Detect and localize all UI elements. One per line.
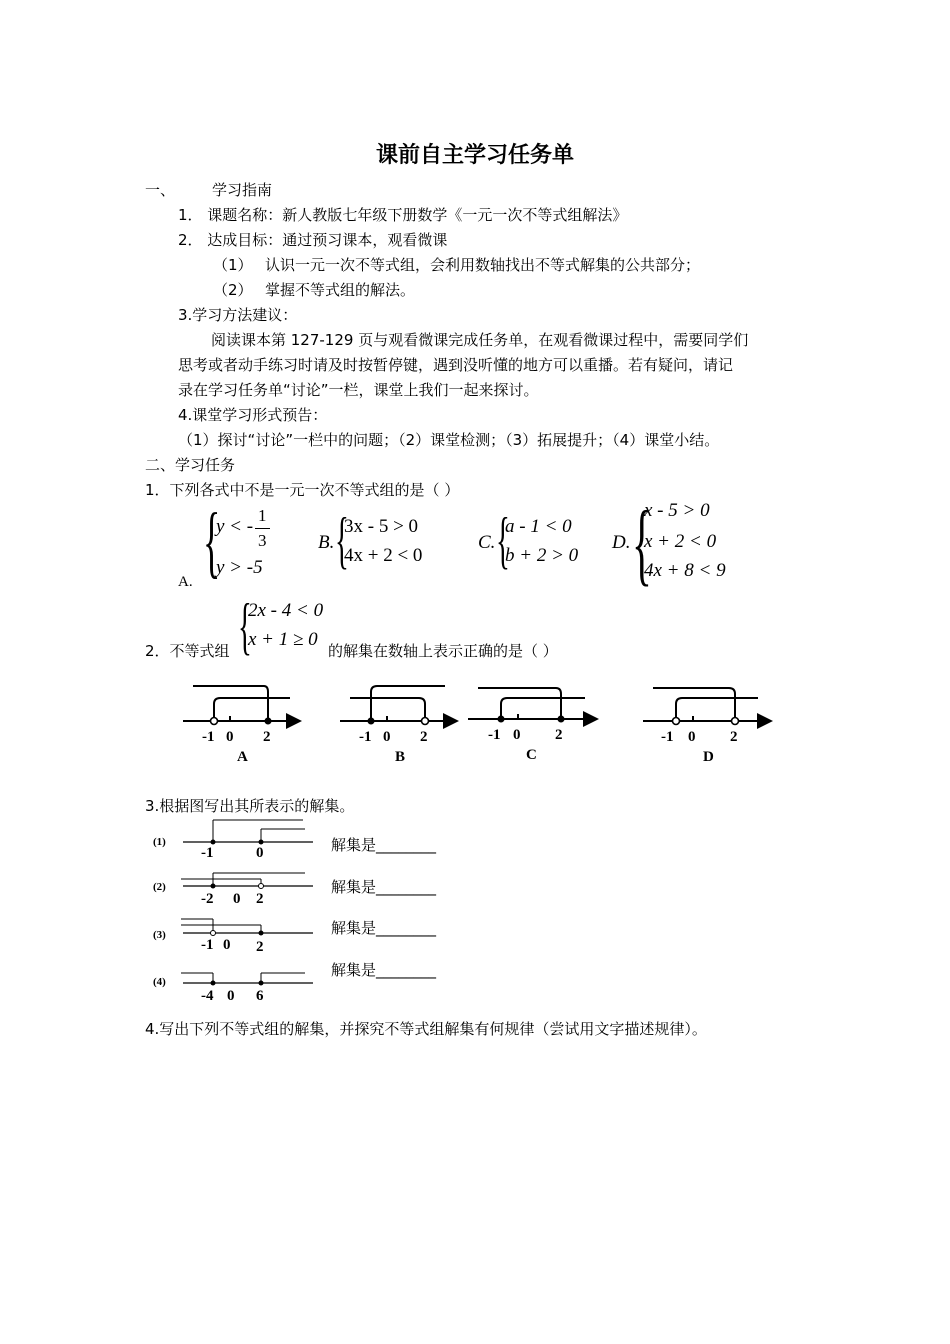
question-2-stem-prefix: 2．不等式组 <box>145 642 230 660</box>
q2-d-tick-0: 0 <box>688 729 696 745</box>
q1-option-d-line-1: x - 5 > 0 <box>644 500 710 521</box>
q2-system-line-2: x + 1 ≥ 0 <box>248 629 318 650</box>
q2-c-tick-0: 0 <box>513 727 521 743</box>
q2-c-tick-neg1: -1 <box>488 727 501 743</box>
q1-option-a-frac-bar <box>255 528 270 529</box>
goal-2: 掌握不等式组的解法。 <box>265 281 416 299</box>
q2-d-tick-neg1: -1 <box>661 729 674 745</box>
q2-a-tick-2: 2 <box>263 729 271 745</box>
q2-a-tick-0: 0 <box>226 729 234 745</box>
q1-option-b-line-1: 3x - 5 > 0 <box>344 516 419 537</box>
q3-item-1-number: (1) <box>153 836 166 848</box>
q2-option-a-graph[interactable] <box>183 686 300 765</box>
q3-number-lines <box>145 815 325 1015</box>
q2-option-d-graph[interactable] <box>643 688 771 765</box>
q3-item-1-answer[interactable]: 解集是________ <box>331 836 437 854</box>
class-forms: （1）探讨“讨论”一栏中的问题；（2）课堂检测；（3）拓展提升；（4）课堂小结。 <box>178 431 720 449</box>
q1-option-a-line-1: y < - <box>216 516 254 537</box>
q3-item-2-tick-a: -2 <box>201 891 214 907</box>
q2-c-tick-2: 2 <box>555 727 563 743</box>
q1-option-d-brace: { <box>632 492 652 594</box>
method-line-1: 阅读课本第 127-129 页与观看微课完成任务单，在观看微课过程中，需要同学们 <box>211 331 749 349</box>
q2-option-a-label: A <box>237 749 248 765</box>
q3-item-3-graph <box>153 919 313 955</box>
question-2-stem-suffix: 的解集在数轴上表示正确的是（ ） <box>328 642 558 660</box>
q2-option-c-label: C <box>526 747 537 763</box>
class-forms-heading: 4.课堂学习形式预告： <box>178 406 328 424</box>
q1-option-c-label: C. <box>478 532 496 553</box>
q3-item-3-number: (3) <box>153 929 166 941</box>
goal-1: 认识一元一次不等式组，会利用数轴找出不等式解集的公共部分； <box>265 256 701 274</box>
q3-item-3-tick-c: 2 <box>256 939 264 955</box>
q3-item-4-tick-a: -4 <box>201 988 214 1004</box>
q3-item-3-answer[interactable]: 解集是________ <box>331 919 437 937</box>
q2-option-c-graph[interactable] <box>468 688 597 763</box>
q3-item-2-answer[interactable]: 解集是________ <box>331 878 437 896</box>
topic-name: 1． 课题名称：新人教版七年级下册数学《一元一次不等式组解法》 <box>178 206 628 224</box>
q3-item-2-graph <box>153 873 313 907</box>
q1-option-b-line-2: 4x + 2 < 0 <box>344 545 423 566</box>
q1-option-d-line-2: x + 2 < 0 <box>644 531 717 552</box>
method-line-3: 录在学习任务单“讨论”一栏，课堂上我们一起来探讨。 <box>178 381 539 399</box>
q2-option-d-label: D <box>703 749 714 765</box>
goal-intro: 2． 达成目标：通过预习课本，观看微课 <box>178 231 448 249</box>
q2-system-line-1: 2x - 4 < 0 <box>248 600 324 621</box>
q2-d-tick-2: 2 <box>730 729 738 745</box>
section-one-number: 一、 <box>145 181 176 199</box>
goal-1-number: （1） <box>213 256 253 274</box>
q3-item-2-tick-b: 0 <box>233 891 241 907</box>
q2-b-tick-2: 2 <box>420 729 428 745</box>
q2-b-tick-neg1: -1 <box>359 729 372 745</box>
section-one-heading: 学习指南 <box>212 181 273 199</box>
q1-option-a-line-2: y > -5 <box>216 557 263 578</box>
q2-number-line-options <box>0 670 950 770</box>
q3-item-4-number: (4) <box>153 976 166 988</box>
q1-option-c-brace: { <box>496 504 510 575</box>
q1-option-c-line-1: a - 1 < 0 <box>505 516 572 537</box>
q3-item-1-graph <box>153 820 313 861</box>
q1-option-a-brace: { <box>203 498 221 586</box>
q1-option-a-frac-num: 1 <box>258 506 267 525</box>
method-heading: 3.学习方法建议： <box>178 306 298 324</box>
q2-system-brace: { <box>238 590 252 661</box>
question-4-stem: 4.写出下列不等式组的解集，并探究不等式组解集有何规律（尝试用文字描述规律）。 <box>145 1020 707 1038</box>
q2-a-tick-neg1: -1 <box>202 729 215 745</box>
q3-item-4-graph <box>153 973 313 1004</box>
q3-item-3-tick-a: -1 <box>201 937 214 953</box>
q3-item-1-tick-a: -1 <box>201 845 214 861</box>
q3-item-2-tick-c: 2 <box>256 891 264 907</box>
q3-item-2-number: (2) <box>153 881 166 893</box>
q2-option-b-graph[interactable] <box>340 686 457 765</box>
q3-item-4-tick-c: 6 <box>256 988 264 1004</box>
question-1-stem: 1．下列各式中不是一元一次不等式组的是（ ） <box>145 481 460 499</box>
q3-item-3-tick-b: 0 <box>223 937 231 953</box>
q3-item-1-tick-b: 0 <box>256 845 264 861</box>
page-title: 课前自主学习任务单 <box>375 143 574 168</box>
q1-option-d-label: D. <box>612 532 631 553</box>
q1-option-c-line-2: b + 2 > 0 <box>505 545 579 566</box>
section-two-heading: 二、学习任务 <box>145 456 236 474</box>
q1-option-d-line-3: 4x + 8 < 9 <box>644 560 726 581</box>
method-line-2: 思考或者动手练习时请及时按暂停键，遇到没听懂的地方可以重播。若有疑问，请记 <box>178 356 734 374</box>
question-3-stem: 3.根据图写出其所表示的解集。 <box>145 797 355 815</box>
q2-option-b-label: B <box>395 749 406 765</box>
goal-2-number: （2） <box>213 281 253 299</box>
q2-b-tick-0: 0 <box>383 729 391 745</box>
q3-item-4-answer[interactable]: 解集是________ <box>331 961 437 979</box>
q1-option-a-frac-den: 3 <box>258 531 267 550</box>
q1-option-a-label: A. <box>178 574 193 590</box>
q1-option-b-brace: { <box>335 504 349 575</box>
q1-option-b-label: B. <box>318 532 335 553</box>
q3-item-4-tick-b: 0 <box>227 988 235 1004</box>
